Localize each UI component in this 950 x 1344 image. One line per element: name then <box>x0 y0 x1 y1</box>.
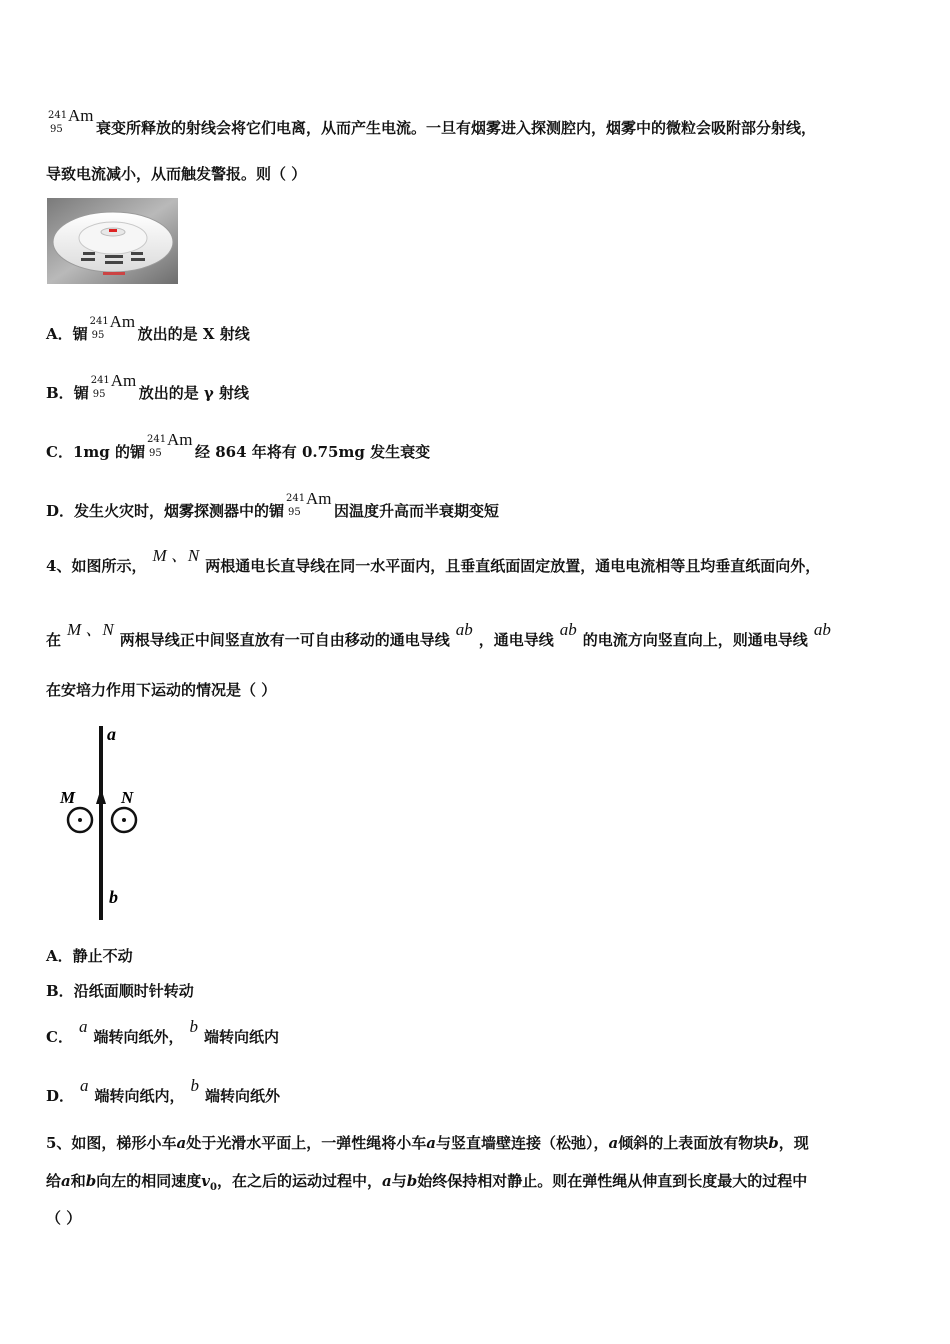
wire-diagram <box>55 722 165 922</box>
q4-option-b[interactable]: B．沿纸面顺时针转动 <box>46 982 194 1000</box>
am-isotope: 241 95 Am <box>48 106 94 135</box>
q4-line1: 4、如图所示，M 、N两根通电长直导线在同一水平面内，且垂直纸面固定放置，通电电流相等且均垂直纸面向外， <box>46 546 821 575</box>
q4-option-a[interactable]: A．静止不动 <box>46 947 133 965</box>
q3-option-a[interactable]: A．镅 241 95 Am 放出的是 X 射线 <box>46 312 250 343</box>
label-m: M <box>60 788 76 807</box>
q4-line3: 在安培力作用下运动的情况是（ ） <box>46 681 277 699</box>
q3-option-d[interactable]: D．发生火灾时，烟雾探测器中的镅 241 95 Am 因温度升高而半衰期变短 <box>46 489 500 520</box>
am-isotope: 241 95 Am <box>286 489 332 518</box>
label-n: N <box>121 788 134 807</box>
wire-m-dot <box>78 818 82 822</box>
am-isotope: 241 95 Am <box>146 430 193 459</box>
current-arrow-icon <box>96 788 106 804</box>
smoke-detector-photo <box>47 198 178 284</box>
q3-intro-line2: 导致电流减小，从而触发警报。则（ ） <box>46 165 307 183</box>
am-isotope: 241 95 Am <box>90 371 137 400</box>
q4-option-c[interactable]: C．a端转向纸外，b端转向纸内 <box>46 1017 279 1046</box>
q3-option-c[interactable]: C．1mg 的镅 241 95 Am 经 864 年将有 0.75mg 发生衰变 <box>46 430 431 461</box>
q4-line2: 在M 、N两根导线正中间竖直放有一可自由移动的通电导线ab，通电导线ab的电流方向竖直向上，则通电导线ab <box>46 620 831 649</box>
label-a: a <box>107 724 116 744</box>
q5-line1: 5、如图，梯形小车a处于光滑水平面上，一弹性绳将小车a与竖直墙壁连接（松弛），a倾斜的上表面放有物块b，现 <box>46 1134 809 1152</box>
q5-line3: （ ） <box>46 1209 82 1227</box>
q3-intro-line1: 241 95 Am 衰变所释放的射线会将它们电离，从而产生电流。一旦有烟雾进入探测腔内，烟雾中的微粒会吸附部分射线， <box>48 106 817 137</box>
am-isotope: 241 95 Am <box>89 312 136 341</box>
q5-line2: 给a和b向左的相同速度$v_0$，在之后的运动过程中，a与b始终保持相对静止。则在弹性绳从伸直到长度最大的过程中 <box>46 1172 808 1193</box>
q4-option-d[interactable]: D．a端转向纸内，b端转向纸外 <box>46 1076 281 1105</box>
label-b: b <box>109 887 118 907</box>
q3-option-b[interactable]: B．镅 241 95 Am 放出的是 γ 射线 <box>46 371 250 402</box>
wire-n-dot <box>122 818 126 822</box>
